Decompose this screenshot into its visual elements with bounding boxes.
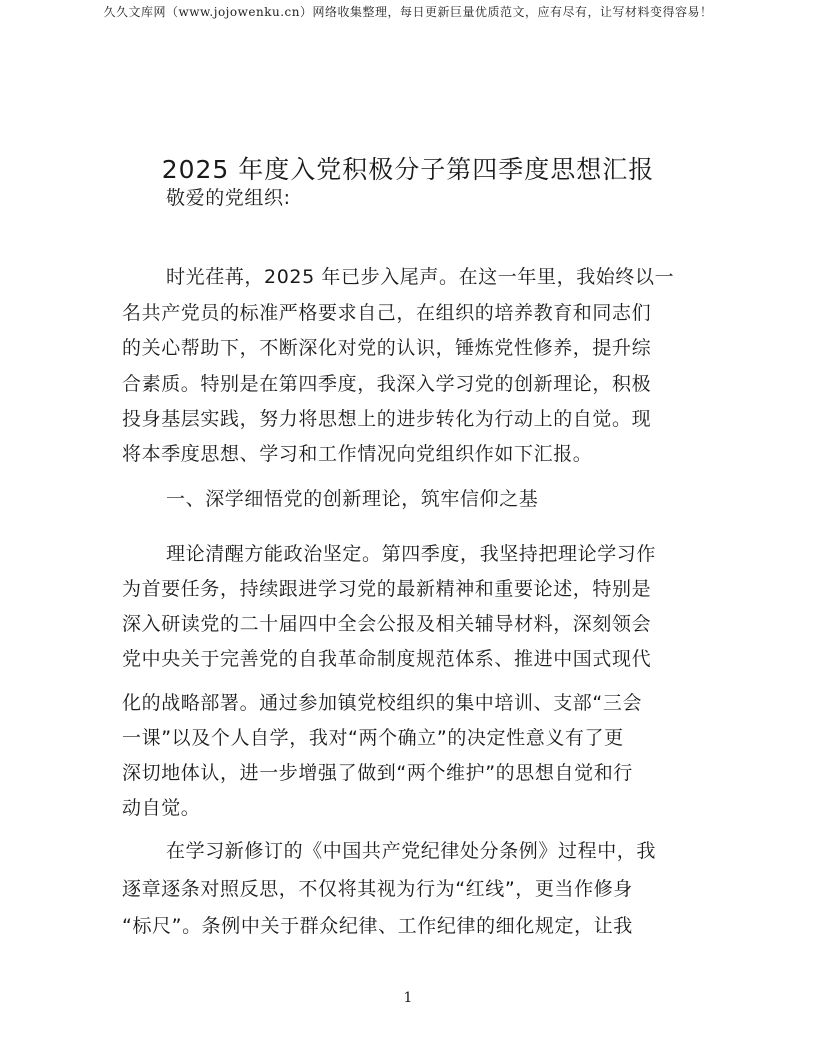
body-line: 将本季度思想、学习和工作情况向党组织作如下汇报。 — [122, 443, 593, 465]
body-line: “标尺”。条例中关于群众纪律、工作纪律的细化规定，让我 — [122, 915, 633, 937]
body-line: 深入研读党的二十届四中全会公报及相关辅导材料，深刻领会 — [122, 613, 652, 635]
body-line: 的关心帮助下，不断深化对党的认识，锤炼党性修养，提升综 — [122, 337, 652, 359]
body-line: 逐章逐条对照反思，不仅将其视为行为“红线”，更当作修身 — [122, 878, 633, 900]
page-number: 1 — [403, 990, 413, 1006]
body-line: 名共产党员的标准严格要求自己，在组织的培养教育和同志们 — [122, 302, 652, 324]
header-note: 久久文库网（www.jojowenku.cn）网络收集整理，每日更新巨量优质范文，应有尽有，让写材料变得容易！ — [103, 5, 713, 19]
body-line: 在学习新修订的《中国共产党纪律处分条例》过程中，我 — [166, 840, 657, 862]
body-line: 时光荏苒，2025 年已步入尾声。在这一年里，我始终以一 — [166, 266, 675, 288]
body-line: 化的战略部署。通过参加镇党校组织的集中培训、支部“三会 — [122, 692, 643, 714]
body-line: 为首要任务，持续跟进学习党的最新精神和重要论述，特别是 — [122, 578, 652, 600]
body-line: 合素质。特别是在第四季度，我深入学习党的创新理论，积极 — [122, 373, 652, 395]
document-title: 2025 年度入党积极分子第四季度思想汇报 — [161, 155, 655, 184]
salutation: 敬爱的党组织: — [166, 187, 291, 209]
body-line: 投身基层实践，努力将思想上的进步转化为行动上的自觉。现 — [122, 408, 652, 430]
body-line: 理论清醒方能政治坚定。第四季度，我坚持把理论学习作 — [166, 543, 657, 565]
body-line: 动自觉。 — [122, 797, 201, 819]
section-heading: 一、深学细悟党的创新理论，筑牢信仰之基 — [166, 488, 539, 510]
body-line: 深切地体认，进一步增强了做到“两个维护”的思想自觉和行 — [122, 762, 633, 784]
body-line: 党中央关于完善党的自我革命制度规范体系、推进中国式现代 — [122, 648, 652, 670]
body-line: 一课”以及个人自学，我对“两个确立”的决定性意义有了更 — [122, 727, 624, 749]
